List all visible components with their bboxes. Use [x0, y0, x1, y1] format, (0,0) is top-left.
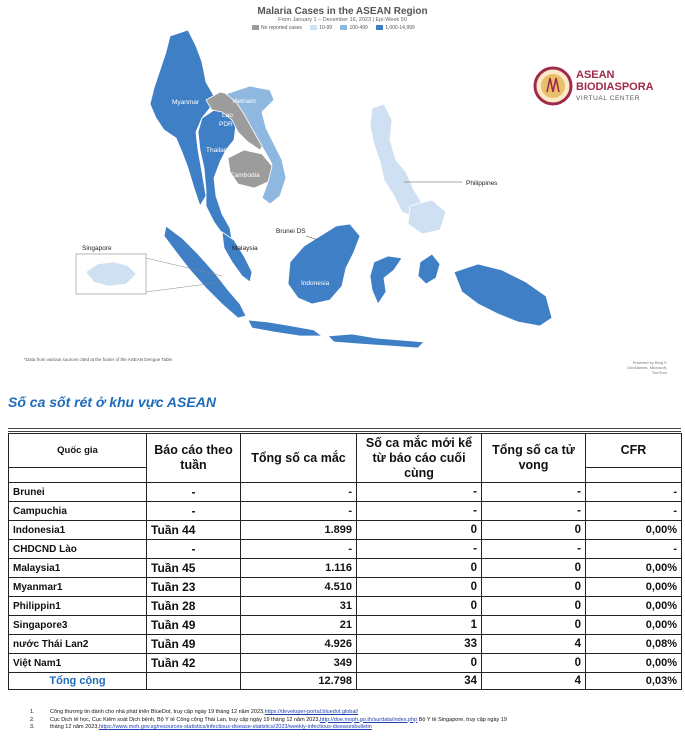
deaths-cell: 0: [482, 616, 586, 635]
week-cell: Tuần 49: [147, 635, 241, 654]
cfr-cell: -: [586, 540, 682, 559]
new-cell: -: [357, 502, 482, 521]
map-label-lao-pdr: PDR: [219, 121, 233, 128]
cfr-cell: 0,00%: [586, 578, 682, 597]
country-cell: CHDCND Lào: [9, 540, 147, 559]
map-label-cambodia: Cambodia: [230, 172, 260, 179]
new-cell: -: [357, 483, 482, 502]
table-row: [9, 635, 682, 654]
footnotes: [30, 709, 680, 732]
footnote-text: Công thương tin dành cho nhà phát triển BlueDot, truy cập ngày 19 tháng 12 năm 2023,: [50, 709, 265, 715]
footnote-text-after: Bộ Y tế Singapore, truy cập ngày 19: [417, 716, 507, 723]
country-cell: Brunei: [9, 483, 147, 502]
map-label-singapore: Singapore: [82, 245, 112, 252]
footnote-link[interactable]: https://developer-portal.bluedot.global/: [264, 709, 359, 715]
new-cell: 0: [357, 597, 482, 616]
total-cell: 21: [241, 616, 357, 635]
map-label-brunei: Brunei DS: [276, 228, 306, 235]
deaths-cell: -: [482, 540, 586, 559]
map-label-malaysia: Malaysia: [232, 245, 258, 252]
table-row: [9, 483, 682, 502]
total-cell: 349: [241, 654, 357, 673]
cfr-cell: -: [586, 483, 682, 502]
new-cell: 0: [357, 578, 482, 597]
total-cell: 31: [241, 597, 357, 616]
logo-text-virtual-center: VIRTUAL CENTER: [576, 95, 641, 102]
deaths-cell: 0: [482, 578, 586, 597]
deaths-cell: -: [482, 483, 586, 502]
country-cell: Việt Nam1: [9, 654, 147, 673]
table-row: [9, 654, 682, 673]
country-cell: nước Thái Lan2: [9, 635, 147, 654]
lesser-sunda-region: [328, 334, 424, 348]
footnote-text: tháng 12 năm 2023,: [50, 724, 99, 730]
deaths-cell: 0: [482, 559, 586, 578]
deaths-cell: 0: [482, 654, 586, 673]
cfr-cell: 0,00%: [586, 616, 682, 635]
sulawesi-region: [370, 256, 402, 304]
footnote-link[interactable]: http://doe.moph.go.th/surdata/index.php: [319, 716, 418, 723]
map-label-philippines: Philippines: [466, 180, 498, 187]
map-label-thailand: Thailand: [206, 147, 231, 154]
country-cell: Indonesia1: [9, 521, 147, 540]
map-label-indonesia: Indonesia: [301, 280, 330, 287]
country-cell: Myanmar1: [9, 578, 147, 597]
malaria-cases-table: [8, 433, 682, 690]
legend-item: 100-499: [340, 25, 367, 31]
header-deaths: Tổng số ca tử vong: [482, 434, 586, 483]
deaths-cell: 0: [482, 597, 586, 616]
table-row: [9, 578, 682, 597]
logo-text-asean: ASEAN: [576, 69, 615, 81]
footnote-number: 1.: [30, 709, 35, 715]
philippines-region: [370, 104, 424, 218]
map-credit: Powered by Bing © GeoNames, Microsoft, TomTom: [627, 360, 667, 375]
footnote-text: Cục Dịch tễ học, Cục Kiểm soát Dịch bệnh, Bộ Y tế Công cộng Thái Lan, truy cập ngày 19 tháng 12 năm 2023,: [50, 716, 320, 723]
deaths-cell: -: [482, 502, 586, 521]
new-cell: 33: [357, 635, 482, 654]
total-cell: 4.926: [241, 635, 357, 654]
country-cell: Philippin1: [9, 597, 147, 616]
table-row: [9, 502, 682, 521]
total-cell: 1.899: [241, 521, 357, 540]
new-cell: 0: [357, 521, 482, 540]
total-cfr-cell: 0,03%: [586, 673, 682, 690]
header-week: Báo cáo theo tuần: [147, 434, 241, 483]
header-subcell: [586, 468, 682, 483]
asean-biodiaspora-logo: [533, 66, 661, 108]
asean-emblem-icon: [533, 66, 573, 106]
cfr-cell: 0,00%: [586, 521, 682, 540]
footnote-item: [30, 717, 680, 725]
mindanao-region: [408, 200, 446, 234]
map-label-lao: Lao: [222, 112, 233, 119]
maluku-region: [418, 254, 440, 284]
cfr-cell: 0,00%: [586, 559, 682, 578]
legend-item: 1,000-14,999: [376, 25, 414, 31]
malaysia-peninsula-region: [222, 232, 252, 282]
header-subcell: [9, 468, 147, 483]
week-cell: Tuần 28: [147, 597, 241, 616]
new-cell: 0: [357, 654, 482, 673]
new-cell: -: [357, 540, 482, 559]
cfr-cell: 0,00%: [586, 597, 682, 616]
map-label-myanmar: Myanmar: [172, 99, 200, 106]
footnote-number: 2.: [30, 716, 35, 723]
total-week-cell: [147, 673, 241, 690]
map-title: Malaria Cases in the ASEAN Region: [257, 6, 428, 17]
total-label: Tổng cộng: [9, 673, 147, 690]
table-total-row: [9, 673, 682, 690]
table-row: [9, 559, 682, 578]
table-row: [9, 616, 682, 635]
papua-region: [454, 264, 552, 326]
legend-item: No reported cases: [252, 25, 302, 31]
country-cell: Malaysia1: [9, 559, 147, 578]
map-label-vietnam: Vietnam: [232, 98, 256, 105]
map-subtitle: From January 1 – December 16, 2023 | Epi-Week 50: [278, 17, 407, 23]
footnote-link[interactable]: https://www.moh.gov.sg/resources-statistics/infectious-disease-statistics/2023/weekly-infectious-diseasesbulletin: [98, 724, 372, 730]
map-footnote: *Data from various sources cited at the footer of the ASEAN Dengue Table.: [24, 357, 174, 362]
new-cell: 0: [357, 559, 482, 578]
total-cell: -: [241, 483, 357, 502]
deaths-cell: 4: [482, 635, 586, 654]
cambodia-region: [228, 150, 272, 188]
java-region: [248, 320, 322, 336]
cfr-cell: 0,00%: [586, 654, 682, 673]
country-cell: Singapore3: [9, 616, 147, 635]
total-cell: -: [241, 540, 357, 559]
header-new-cases: Số ca mắc mới kể từ báo cáo cuối cùng: [357, 434, 482, 483]
table-row: [9, 521, 682, 540]
total-cell: -: [241, 502, 357, 521]
cfr-cell: 0,08%: [586, 635, 682, 654]
footnote-number: 3.: [30, 724, 35, 730]
table-top-rule: [8, 428, 681, 432]
week-cell: -: [147, 502, 241, 521]
borneo-region: [288, 224, 360, 304]
total-cell: 1.116: [241, 559, 357, 578]
week-cell: Tuần 44: [147, 521, 241, 540]
deaths-cell: 0: [482, 521, 586, 540]
table-header-row: [9, 434, 682, 468]
legend-item: 10-99: [310, 25, 332, 31]
cfr-cell: -: [586, 502, 682, 521]
table-row: [9, 540, 682, 559]
total-cell: 4.510: [241, 578, 357, 597]
footnote-item: [30, 724, 680, 732]
week-cell: Tuần 45: [147, 559, 241, 578]
total-deaths-cell: 4: [482, 673, 586, 690]
logo-text-biodiaspora: BIODIASPORA: [576, 81, 654, 93]
header-cfr: CFR: [586, 434, 682, 468]
new-cell: 1: [357, 616, 482, 635]
table-row: [9, 597, 682, 616]
week-cell: -: [147, 483, 241, 502]
week-cell: -: [147, 540, 241, 559]
total-new-cell: 34: [357, 673, 482, 690]
week-cell: Tuần 23: [147, 578, 241, 597]
week-cell: Tuần 42: [147, 654, 241, 673]
footnote-item: [30, 709, 680, 717]
section-heading: Số ca sốt rét ở khu vực ASEAN: [8, 394, 216, 410]
country-cell: Campuchia: [9, 502, 147, 521]
week-cell: Tuần 49: [147, 616, 241, 635]
header-total-cases: Tổng số ca mắc: [241, 434, 357, 483]
total-total-cell: 12.798: [241, 673, 357, 690]
header-country: Quốc gia: [9, 434, 147, 468]
